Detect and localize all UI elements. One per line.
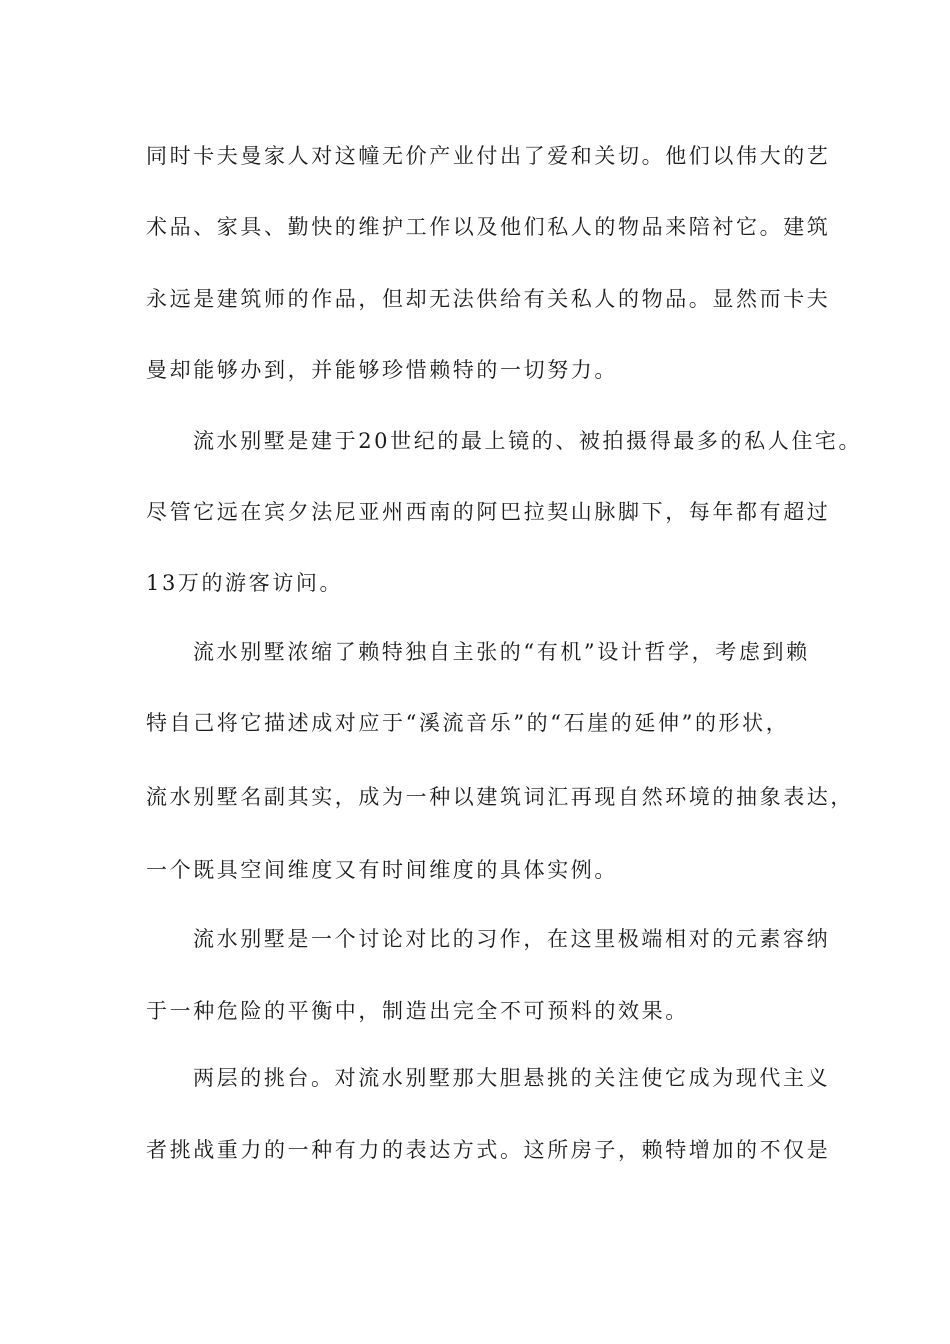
paragraph-3-line-2: 特自己将它描述成对应于“溪流音乐”的“石崖的延伸”的形状， <box>146 711 790 735</box>
paragraph-3-line-1: 流水别墅浓缩了赖特独自主张的“有机”设计哲学，考虑到赖 <box>193 640 810 664</box>
paragraph-2-line-3: 13万的游客访问。 <box>146 571 344 595</box>
paragraph-2-line-1: 流水别墅是建于20世纪的最上镜的、被拍摄得最多的私人住宅。 <box>193 429 863 453</box>
paragraph-2-line-2: 尽管它远在宾夕法尼亚州西南的阿巴拉契山脉脚下，每年都有超过 <box>146 500 831 524</box>
paragraph-3-line-4: 一个既具空间维度又有时间维度的具体实例。 <box>146 858 618 882</box>
text-line-4: 曼却能够办到，并能够珍惜赖特的一切努力。 <box>146 358 618 382</box>
paragraph-5-line-2: 者挑战重力的一种有力的表达方式。这所房子，赖特增加的不仅是 <box>146 1138 831 1162</box>
paragraph-4-line-2: 于一种危险的平衡中，制造出完全不可预料的效果。 <box>146 999 689 1023</box>
paragraph-3-line-3: 流水别墅名副其实，成为一种以建筑词汇再现自然环境的抽象表达， <box>146 785 854 809</box>
paragraph-5-line-1: 两层的挑台。对流水别墅那大胆悬挑的关注使它成为现代主义 <box>193 1066 831 1090</box>
text-line-3: 永远是建筑师的作品，但却无法供给有关私人的物品。显然而卡夫 <box>146 287 831 311</box>
text-line-1: 同时卡夫曼家人对这幢无价产业付出了爱和关切。他们以伟大的艺 <box>146 144 831 168</box>
text-line-2: 术品、家具、勤快的维护工作以及他们私人的物品来陪衬它。建筑 <box>146 215 831 239</box>
paragraph-4-line-1: 流水别墅是一个讨论对比的习作，在这里极端相对的元素容纳 <box>193 927 831 951</box>
